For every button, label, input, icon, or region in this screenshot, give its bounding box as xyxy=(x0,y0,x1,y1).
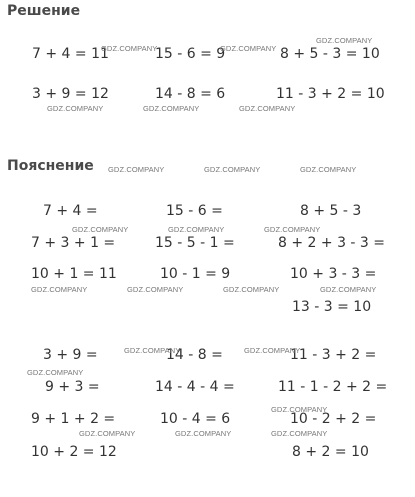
explanation-step: 8 + 5 - 3 xyxy=(300,203,362,219)
explanation-step: 3 + 9 = xyxy=(43,347,98,363)
watermark: GDZ.COMPANY xyxy=(168,225,225,234)
watermark: GDZ.COMPANY xyxy=(220,44,277,53)
watermark: GDZ.COMPANY xyxy=(124,346,181,355)
explanation-step: 10 - 2 + 2 = xyxy=(290,411,377,427)
watermark: GDZ.COMPANY xyxy=(320,285,377,294)
explanation-step: 10 + 2 = 12 xyxy=(31,444,117,460)
watermark: GDZ.COMPANY xyxy=(271,429,328,438)
explanation-step: 9 + 3 = xyxy=(45,379,100,395)
explanation-step: 14 - 4 - 4 = xyxy=(155,379,235,395)
explanation-step: 8 + 2 = 10 xyxy=(292,444,369,460)
explanation-step: 11 - 3 + 2 = xyxy=(290,347,377,363)
explanation-step: 14 - 8 = xyxy=(166,347,223,363)
explanation-step: 15 - 5 - 1 = xyxy=(155,235,235,251)
watermark: GDZ.COMPANY xyxy=(127,285,184,294)
watermark: GDZ.COMPANY xyxy=(101,44,158,53)
explanation-step: 8 + 2 + 3 - 3 = xyxy=(278,235,386,251)
watermark: GDZ.COMPANY xyxy=(47,104,104,113)
explanation-step: 15 - 6 = xyxy=(166,203,223,219)
explanation-step: 10 - 4 = 6 xyxy=(160,411,231,427)
watermark: GDZ.COMPANY xyxy=(27,368,84,377)
explanation-step: 7 + 4 = xyxy=(43,203,98,219)
watermark: GDZ.COMPANY xyxy=(316,36,373,45)
solution-equation: 7 + 4 = 11 xyxy=(32,46,109,62)
solution-equation: 11 - 3 + 2 = 10 xyxy=(276,86,385,102)
watermark: GDZ.COMPANY xyxy=(244,346,301,355)
explanation-step: 10 - 1 = 9 xyxy=(160,266,231,282)
watermark: GDZ.COMPANY xyxy=(79,429,136,438)
watermark: GDZ.COMPANY xyxy=(72,225,129,234)
explanation-step: 10 + 3 - 3 = xyxy=(290,266,377,282)
watermark: GDZ.COMPANY xyxy=(223,285,280,294)
watermark: GDZ.COMPANY xyxy=(300,165,357,174)
watermark: GDZ.COMPANY xyxy=(204,165,261,174)
watermark: GDZ.COMPANY xyxy=(108,165,165,174)
solution-equation: 14 - 8 = 6 xyxy=(155,86,226,102)
watermark: GDZ.COMPANY xyxy=(271,405,328,414)
watermark: GDZ.COMPANY xyxy=(175,429,232,438)
explanation-step: 7 + 3 + 1 = xyxy=(31,235,116,251)
watermark: GDZ.COMPANY xyxy=(264,225,321,234)
solution-equation: 8 + 5 - 3 = 10 xyxy=(280,46,380,62)
watermark: GDZ.COMPANY xyxy=(31,285,88,294)
explanation-step: 11 - 1 - 2 + 2 = xyxy=(278,379,388,395)
explanation-step: 13 - 3 = 10 xyxy=(292,299,372,315)
explanation-step: 9 + 1 + 2 = xyxy=(31,411,116,427)
watermark: GDZ.COMPANY xyxy=(143,104,200,113)
watermark: GDZ.COMPANY xyxy=(239,104,296,113)
solution-heading: Решение xyxy=(7,3,81,19)
explanation-heading: Пояснение xyxy=(7,158,94,174)
solution-equation: 15 - 6 = 9 xyxy=(155,46,226,62)
solution-equation: 3 + 9 = 12 xyxy=(32,86,109,102)
explanation-step: 10 + 1 = 11 xyxy=(31,266,117,282)
